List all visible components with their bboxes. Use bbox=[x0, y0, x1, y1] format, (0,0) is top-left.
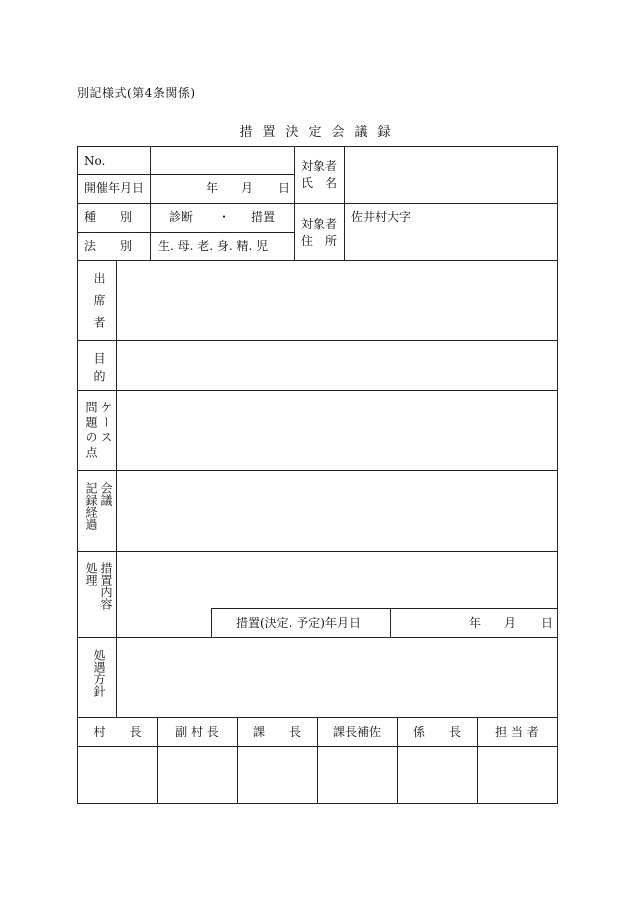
approval-subsection-chief: 係 長 bbox=[412, 725, 461, 739]
minutes-label-col2: 記録経過 bbox=[84, 482, 98, 530]
rule bbox=[211, 608, 557, 609]
rule bbox=[78, 390, 557, 391]
subject-name-label-1: 対象者 bbox=[301, 159, 338, 173]
decision-date-label: 措置(決定. 予定)年月日 bbox=[236, 616, 361, 630]
minutes-label-col1: 会議 bbox=[99, 482, 113, 506]
stamp-box-staff[interactable] bbox=[478, 747, 557, 803]
decision-year-label: 年 bbox=[469, 616, 482, 630]
subject-name-label-2: 氏 名 bbox=[301, 176, 338, 190]
approval-staff: 担 当 者 bbox=[495, 725, 539, 739]
case-label-col1: ケース bbox=[99, 401, 113, 446]
rule bbox=[150, 147, 151, 260]
decision-month-label: 月 bbox=[504, 616, 517, 630]
attendees-label: 出席者 bbox=[92, 272, 106, 338]
decision-day-label: 日 bbox=[541, 616, 554, 630]
rule bbox=[294, 147, 295, 260]
stamp-box-assistant-chief[interactable] bbox=[318, 747, 397, 803]
approval-deputy-mayor: 副 村 長 bbox=[175, 725, 219, 739]
no-label: No. bbox=[84, 154, 106, 168]
rule bbox=[78, 340, 557, 341]
date-day-label: 日 bbox=[278, 181, 291, 195]
rule bbox=[78, 470, 557, 471]
category-label: 種 別 bbox=[84, 210, 133, 224]
rule bbox=[78, 232, 294, 233]
stamp-box-subsection-chief[interactable] bbox=[398, 747, 477, 803]
date-held-label: 開催年月日 bbox=[84, 181, 145, 195]
category-value-action: 措置 bbox=[251, 210, 276, 224]
policy-label: 処遇方針 bbox=[92, 649, 106, 697]
form-caption: 別記様式(第4条関係) bbox=[77, 86, 196, 100]
stamp-box-mayor[interactable] bbox=[78, 747, 157, 803]
rule bbox=[78, 551, 557, 552]
law-label: 法 別 bbox=[84, 239, 133, 253]
rule bbox=[78, 637, 557, 638]
rule bbox=[78, 260, 557, 261]
address-value: 佐井村大字 bbox=[351, 210, 412, 224]
approval-mayor: 村 長 bbox=[93, 725, 142, 739]
case-label-col2: 問題の点 bbox=[84, 401, 98, 461]
action-label-col2: 処理 bbox=[84, 562, 98, 586]
rule bbox=[390, 608, 391, 637]
subject-address-label-1: 対象者 bbox=[301, 217, 338, 231]
category-separator: ・ bbox=[218, 210, 231, 224]
date-year-label: 年 bbox=[206, 181, 219, 195]
purpose-label: 目的 bbox=[92, 352, 106, 388]
stamp-box-deputy-mayor[interactable] bbox=[158, 747, 237, 803]
approval-assistant-chief: 課長補佐 bbox=[332, 725, 381, 739]
date-month-label: 月 bbox=[241, 181, 254, 195]
stamp-box-section-chief[interactable] bbox=[238, 747, 317, 803]
approval-section-chief: 課 長 bbox=[252, 725, 301, 739]
law-value: 生. 母. 老. 身. 精. 児 bbox=[158, 239, 269, 253]
subject-address-label-2: 住 所 bbox=[301, 234, 338, 248]
category-value-diagnosis: 診断 bbox=[169, 210, 194, 224]
rule bbox=[116, 260, 117, 717]
action-label-col1: 措置内容 bbox=[99, 562, 113, 610]
rule bbox=[344, 147, 345, 260]
form-title: 措置決定会議録 bbox=[239, 125, 401, 140]
rule bbox=[78, 174, 294, 175]
form-table bbox=[77, 146, 558, 804]
rule bbox=[211, 608, 212, 637]
